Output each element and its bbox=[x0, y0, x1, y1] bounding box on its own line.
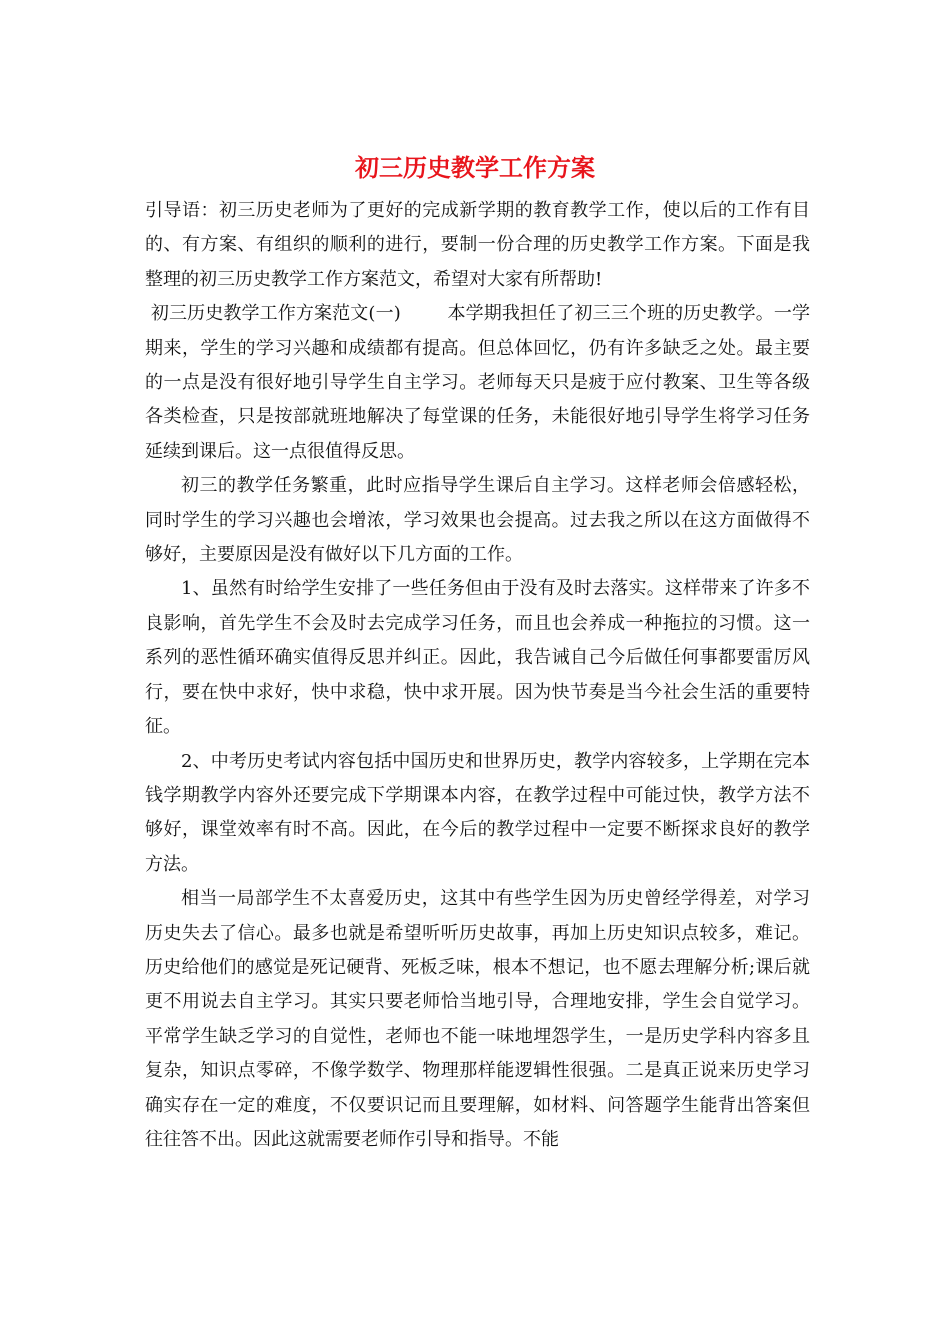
body-paragraph-4: 相当一局部学生不太喜爱历史，这其中有些学生因为历史曾经学得差，对学习历史失去了信心。最多也就是希望听听历史故事，再加上历史知识点较多，难记。历史给他们的感觉是死记硬背、死板乏味，根本不想记，也不愿去理解分析;课后就更不用说去自主学习。其实只要老师恰当地引导，合理地安排，学生会自觉学习。平常学生缺乏学习的自觉性，老师也不能一味地埋怨学生，一是历史学科内容多且复杂，知识点零碎，不像学数学、物理那样能逻辑性很强。二是真正说来历史学习确实存在一定的难度，不仅要识记而且要理解，如材料、问答题学生能背出答案但往往答不出。因此这就需要老师作引导和指导。不能 bbox=[145, 888, 810, 1150]
body-paragraph-1: 初三的教学任务繁重，此时应指导学生课后自主学习。这样老师会倍感轻松，同时学生的学习兴趣也会增浓，学习效果也会提高。过去我之所以在这方面做得不够好，主要原因是没有做好以下几方面的工作。 bbox=[145, 475, 810, 566]
section-heading-text: 初三历史教学工作方案范文(一) bbox=[150, 303, 401, 325]
document-title: 初三历史教学工作方案 bbox=[355, 153, 595, 182]
document-body bbox=[145, 194, 810, 1157]
body-paragraph-3: 2、中考历史考试内容包括中国历史和世界历史，教学内容较多，上学期在完本钱学期教学内容外还要完成下学期课本内容，在教学过程中可能过快，教学方法不够好，课堂效率有时不高。因此，在今后的教学过程中一定要不断探求良好的教学方法。 bbox=[145, 750, 810, 875]
body-paragraph-2: 1、虽然有时给学生安排了一些任务但由于没有及时去落实。这样带来了许多不良影响，首先学生不会及时去完成学习任务，而且也会养成一种拖拉的习惯。这一系列的恶性循环确实值得反思并纠正。因此，我告诫自己今后做任何事都要雷厉风行，要在快中求好，快中求稳，快中求开展。因为快节奏是当今社会生活的重要特征。 bbox=[145, 578, 810, 738]
section-heading bbox=[145, 303, 448, 324]
section-first-text: 本学期我担任了初三三个班的历史教学。一学期来，学生的学习兴趣和成绩都有提高。但总体回忆，仍有许多缺乏之处。最主要的一点是没有很好地引导学生自主学习。老师每天只是疲于应付教案、卫生等各级各类检查，只是按部就班地解决了每堂课的任务，未能很好地引导学生将学习任务延续到课后。这一点很值得反思。 bbox=[145, 303, 810, 462]
section-paragraph bbox=[145, 297, 810, 469]
intro-paragraph: 引导语：初三历史老师为了更好的完成新学期的教育教学工作，使以后的工作有目的、有方案、有组织的顺利的进行，要制一份合理的历史教学工作方案。下面是我整理的初三历史教学工作方案范文，希望对大家有所帮助! bbox=[145, 200, 810, 290]
